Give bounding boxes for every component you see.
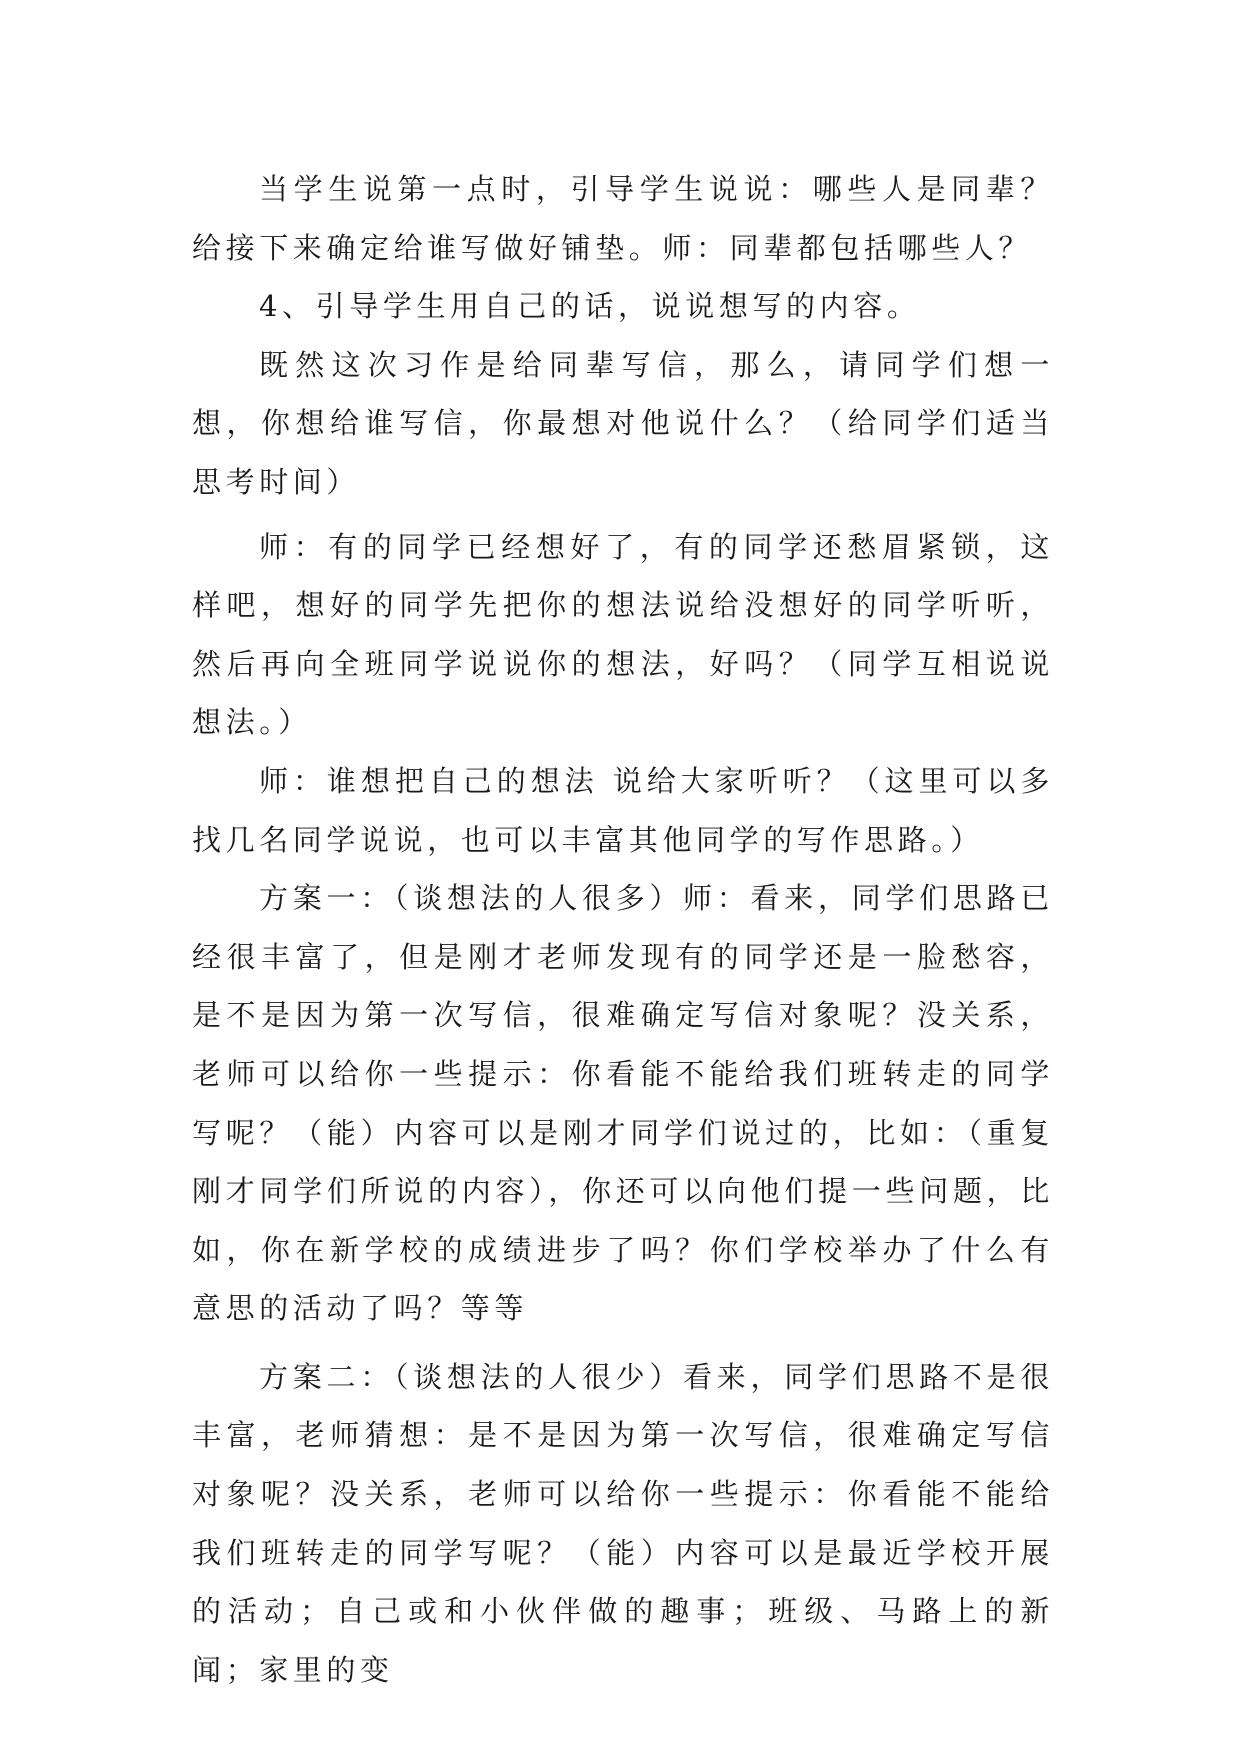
paragraph-1: 当学生说第一点时，引导学生说说：哪些人是同辈？给接下来确定给谁写做好铺垫。师：同辈都包括哪些人？ xyxy=(192,172,1054,265)
document-body xyxy=(192,160,1054,1699)
paragraph-7: 方案二：（谈想法的人很少）看来，同学们思路不是很丰富，老师猜想：是不是因为第一次写信，很难确定写信对象呢？没关系，老师可以给你一些提示：你看能不能给我们班转走的同学写呢？（能）内容可以是最近学校开展的活动；自己或和小伙伴做的趣事；班级、马路上的新闻；家里的变 xyxy=(192,1359,1054,1687)
paragraph-3: 既然这次习作是给同辈写信，那么，请同学们想一想，你想给谁写信，你最想对他说什么？（给同学们适当思考时间） xyxy=(192,347,1054,499)
paragraph-6: 方案一：（谈想法的人很多）师：看来，同学们思路已经很丰富了，但是刚才老师发现有的同学还是一脸愁容，是不是因为第一次写信，很难确定写信对象呢？没关系，老师可以给你一些提示：你看能不能给我们班转走的同学写呢？（能）内容可以是刚才同学们说过的，比如：（重复刚才同学们所说的内容），你还可以向他们提一些问题，比如，你在新学校的成绩进步了吗？你们学校举办了什么有意思的活动了吗？等等 xyxy=(192,881,1054,1326)
paragraph-2: 4、引导学生用自己的话，说说想写的内容。 xyxy=(259,289,921,324)
paragraph-5: 师：谁想把自己的想法 说给大家听听？（这里可以多找几名同学说说，也可以丰富其他同学的写作思路。） xyxy=(192,763,1054,857)
paragraph-4: 师：有的同学已经想好了，有的同学还愁眉紧锁，这样吧，想好的同学先把你的想法说给没想好的同学听听，然后再向全班同学说说你的想法，好吗？（同学互相说说想法。） xyxy=(192,529,1054,740)
